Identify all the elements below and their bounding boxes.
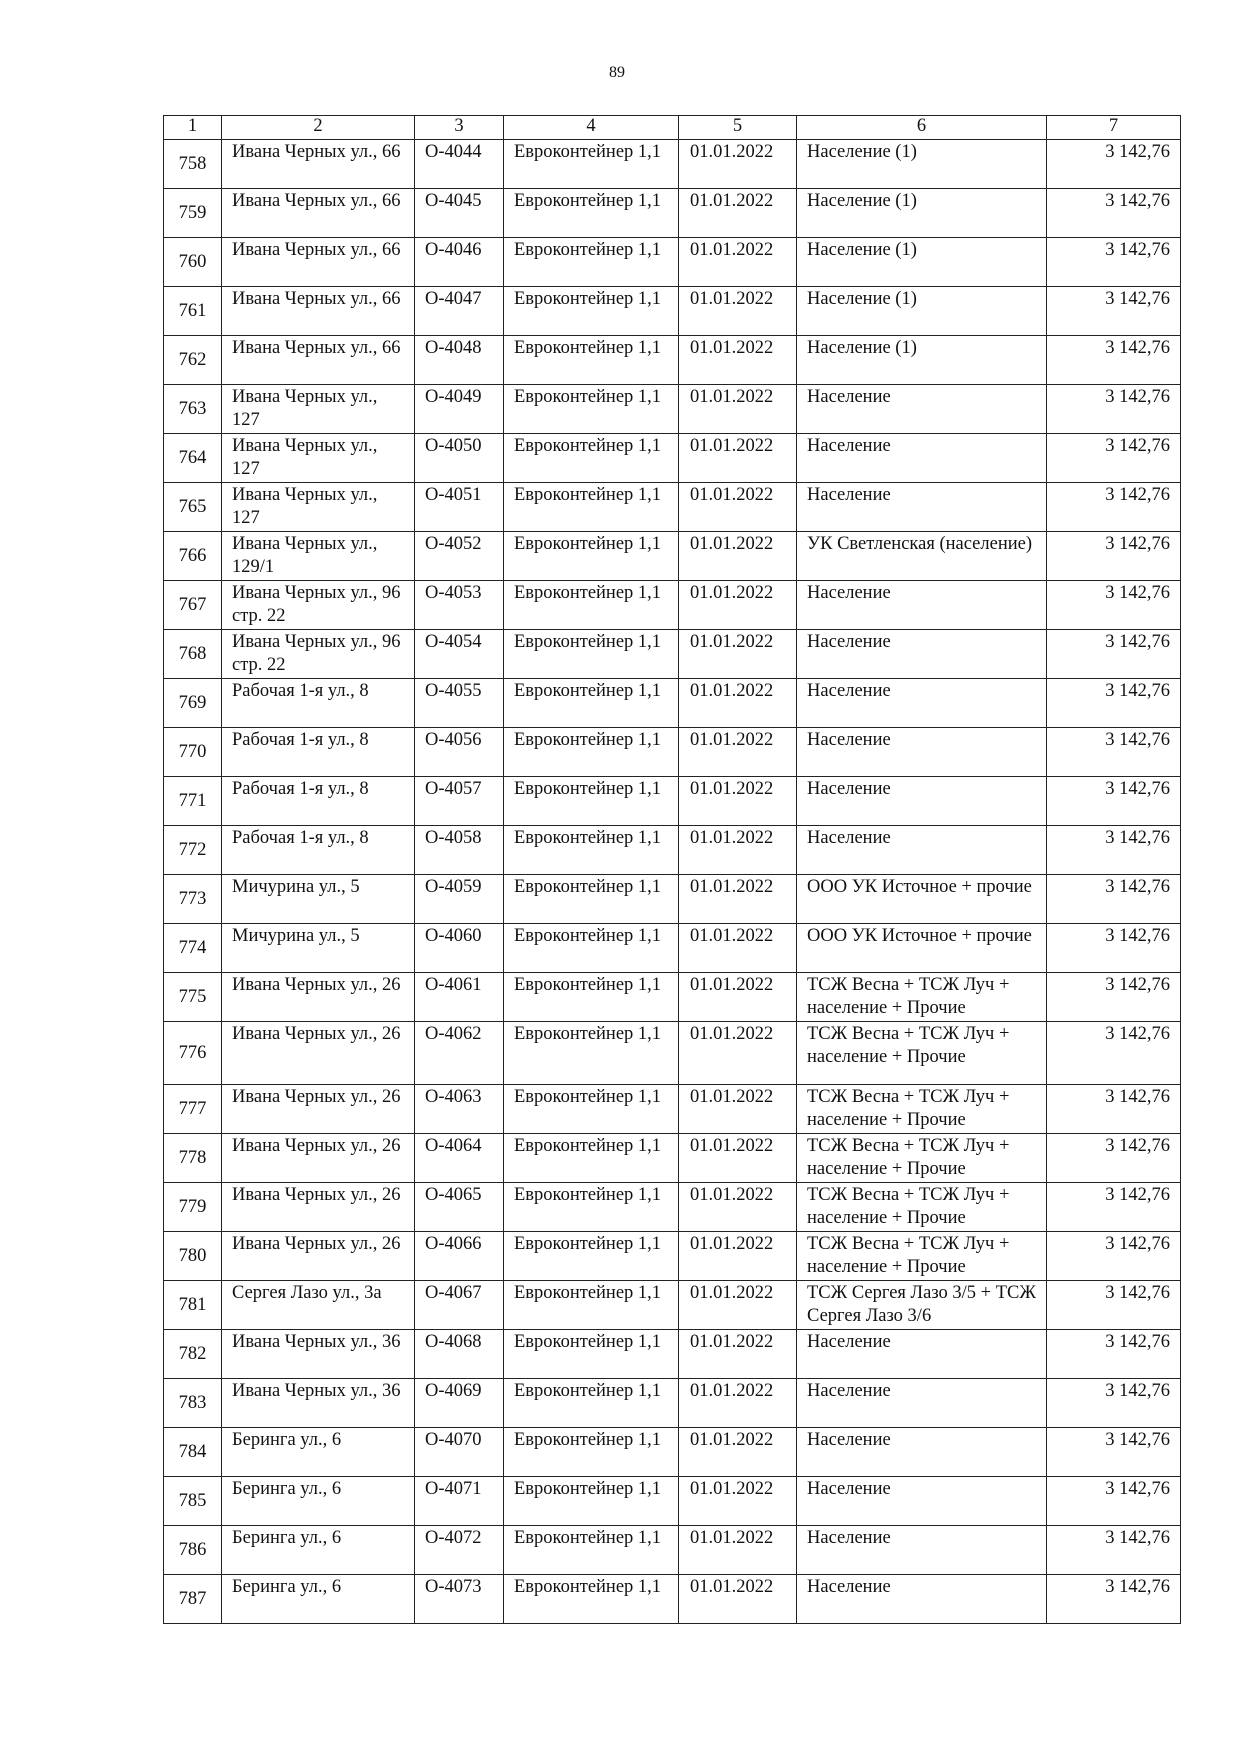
code-cell: О-4066 [415,1232,504,1281]
payer-cell: Население [797,1428,1047,1477]
payer-cell: Население (1) [797,140,1047,189]
date-cell: 01.01.2022 [679,287,797,336]
row-number-cell: 772 [164,826,222,875]
code-cell: О-4070 [415,1428,504,1477]
date-cell: 01.01.2022 [679,1575,797,1624]
payer-cell: УК Светленская (население) [797,532,1047,581]
row-number-cell: 764 [164,434,222,483]
row-number-cell: 787 [164,1575,222,1624]
date-cell: 01.01.2022 [679,1085,797,1134]
table-row [164,875,1181,924]
container-cell: Евроконтейнер 1,1 [504,1575,679,1624]
amount-cell: 3 142,76 [1047,875,1181,924]
date-cell: 01.01.2022 [679,1526,797,1575]
payer-cell: ТСЖ Весна + ТСЖ Луч + население + Прочие [797,1134,1047,1183]
table-row [164,1526,1181,1575]
payer-cell: Население [797,1477,1047,1526]
container-cell: Евроконтейнер 1,1 [504,532,679,581]
row-number-cell: 768 [164,630,222,679]
amount-cell: 3 142,76 [1047,1085,1181,1134]
code-cell: О-4065 [415,1183,504,1232]
container-cell: Евроконтейнер 1,1 [504,1477,679,1526]
date-cell: 01.01.2022 [679,1477,797,1526]
payer-cell: Население [797,385,1047,434]
address-cell: Ивана Черных ул., 36 [222,1379,415,1428]
address-cell: Ивана Черных ул., 96 стр. 22 [222,581,415,630]
code-cell: О-4064 [415,1134,504,1183]
column-header: 1 [164,116,222,140]
amount-cell: 3 142,76 [1047,630,1181,679]
row-number-cell: 760 [164,238,222,287]
container-cell: Евроконтейнер 1,1 [504,385,679,434]
code-cell: О-4071 [415,1477,504,1526]
date-cell: 01.01.2022 [679,581,797,630]
code-cell: О-4067 [415,1281,504,1330]
column-header: 6 [797,116,1047,140]
address-cell: Рабочая 1-я ул., 8 [222,728,415,777]
payer-cell: ООО УК Источное + прочие [797,875,1047,924]
code-cell: О-4052 [415,532,504,581]
row-number-cell: 769 [164,679,222,728]
payer-cell: Население [797,826,1047,875]
address-cell: Сергея Лазо ул., 3а [222,1281,415,1330]
amount-cell: 3 142,76 [1047,1379,1181,1428]
code-cell: О-4057 [415,777,504,826]
payer-cell: Население [797,728,1047,777]
address-cell: Ивана Черных ул., 66 [222,336,415,385]
amount-cell: 3 142,76 [1047,1232,1181,1281]
payer-cell: ТСЖ Сергея Лазо 3/5 + ТСЖ Сергея Лазо 3/6 [797,1281,1047,1330]
container-cell: Евроконтейнер 1,1 [504,777,679,826]
row-number-cell: 763 [164,385,222,434]
address-cell: Ивана Черных ул., 96 стр. 22 [222,630,415,679]
row-number-cell: 777 [164,1085,222,1134]
address-cell: Беринга ул., 6 [222,1526,415,1575]
address-cell: Беринга ул., 6 [222,1575,415,1624]
code-cell: О-4053 [415,581,504,630]
payer-cell: Население [797,1575,1047,1624]
table-row [164,826,1181,875]
amount-cell: 3 142,76 [1047,483,1181,532]
container-cell: Евроконтейнер 1,1 [504,1232,679,1281]
address-cell: Ивана Черных ул., 26 [222,1134,415,1183]
table-row [164,1330,1181,1379]
amount-cell: 3 142,76 [1047,1134,1181,1183]
column-header: 3 [415,116,504,140]
table-row [164,434,1181,483]
date-cell: 01.01.2022 [679,1134,797,1183]
payer-cell: Население [797,630,1047,679]
amount-cell: 3 142,76 [1047,1281,1181,1330]
amount-cell: 3 142,76 [1047,385,1181,434]
amount-cell: 3 142,76 [1047,434,1181,483]
column-header: 5 [679,116,797,140]
code-cell: О-4054 [415,630,504,679]
date-cell: 01.01.2022 [679,777,797,826]
payer-cell: Население (1) [797,189,1047,238]
table-row [164,140,1181,189]
container-cell: Евроконтейнер 1,1 [504,728,679,777]
date-cell: 01.01.2022 [679,238,797,287]
code-cell: О-4045 [415,189,504,238]
date-cell: 01.01.2022 [679,336,797,385]
row-number-cell: 778 [164,1134,222,1183]
address-cell: Рабочая 1-я ул., 8 [222,826,415,875]
date-cell: 01.01.2022 [679,385,797,434]
amount-cell: 3 142,76 [1047,336,1181,385]
payer-cell: Население (1) [797,287,1047,336]
row-number-cell: 774 [164,924,222,973]
date-cell: 01.01.2022 [679,826,797,875]
table-row [164,777,1181,826]
container-cell: Евроконтейнер 1,1 [504,287,679,336]
table-row [164,1022,1181,1085]
payer-cell: Население [797,1379,1047,1428]
table-row [164,728,1181,777]
container-cell: Евроконтейнер 1,1 [504,238,679,287]
column-header: 7 [1047,116,1181,140]
row-number-cell: 783 [164,1379,222,1428]
payer-cell: Население [797,434,1047,483]
payer-cell: ТСЖ Весна + ТСЖ Луч + население + Прочие [797,1022,1047,1085]
address-cell: Ивана Черных ул., 127 [222,483,415,532]
address-cell: Ивана Черных ул., 26 [222,1085,415,1134]
address-cell: Беринга ул., 6 [222,1428,415,1477]
address-cell: Ивана Черных ул., 129/1 [222,532,415,581]
container-cell: Евроконтейнер 1,1 [504,630,679,679]
code-cell: О-4050 [415,434,504,483]
code-cell: О-4060 [415,924,504,973]
code-cell: О-4061 [415,973,504,1022]
table-row [164,1232,1181,1281]
row-number-cell: 766 [164,532,222,581]
row-number-cell: 780 [164,1232,222,1281]
payer-cell: ТСЖ Весна + ТСЖ Луч + население + Прочие [797,1232,1047,1281]
address-cell: Ивана Черных ул., 26 [222,1183,415,1232]
row-number-cell: 773 [164,875,222,924]
amount-cell: 3 142,76 [1047,679,1181,728]
table-row [164,1379,1181,1428]
date-cell: 01.01.2022 [679,532,797,581]
page-number: 89 [609,64,625,81]
address-cell: Ивана Черных ул., 26 [222,973,415,1022]
row-number-cell: 771 [164,777,222,826]
amount-cell: 3 142,76 [1047,924,1181,973]
code-cell: О-4063 [415,1085,504,1134]
container-cell: Евроконтейнер 1,1 [504,336,679,385]
amount-cell: 3 142,76 [1047,1330,1181,1379]
payer-cell: ООО УК Источное + прочие [797,924,1047,973]
header-row [164,116,1181,140]
container-cell: Евроконтейнер 1,1 [504,924,679,973]
date-cell: 01.01.2022 [679,434,797,483]
date-cell: 01.01.2022 [679,728,797,777]
container-cell: Евроконтейнер 1,1 [504,434,679,483]
row-number-cell: 786 [164,1526,222,1575]
container-cell: Евроконтейнер 1,1 [504,1526,679,1575]
container-cell: Евроконтейнер 1,1 [504,1183,679,1232]
date-cell: 01.01.2022 [679,924,797,973]
amount-cell: 3 142,76 [1047,728,1181,777]
payer-cell: Население [797,1330,1047,1379]
code-cell: О-4069 [415,1379,504,1428]
address-cell: Мичурина ул., 5 [222,924,415,973]
container-cell: Евроконтейнер 1,1 [504,189,679,238]
date-cell: 01.01.2022 [679,1379,797,1428]
code-cell: О-4059 [415,875,504,924]
date-cell: 01.01.2022 [679,875,797,924]
date-cell: 01.01.2022 [679,1428,797,1477]
payer-cell: Население [797,1526,1047,1575]
address-cell: Ивана Черных ул., 36 [222,1330,415,1379]
amount-cell: 3 142,76 [1047,1526,1181,1575]
row-number-cell: 779 [164,1183,222,1232]
container-cell: Евроконтейнер 1,1 [504,973,679,1022]
address-cell: Ивана Черных ул., 66 [222,140,415,189]
code-cell: О-4056 [415,728,504,777]
date-cell: 01.01.2022 [679,679,797,728]
payer-cell: Население (1) [797,336,1047,385]
container-cell: Евроконтейнер 1,1 [504,483,679,532]
container-cell: Евроконтейнер 1,1 [504,679,679,728]
row-number-cell: 775 [164,973,222,1022]
address-cell: Ивана Черных ул., 66 [222,287,415,336]
code-cell: О-4073 [415,1575,504,1624]
amount-cell: 3 142,76 [1047,140,1181,189]
container-cell: Евроконтейнер 1,1 [504,581,679,630]
amount-cell: 3 142,76 [1047,973,1181,1022]
payer-cell: Население (1) [797,238,1047,287]
row-number-cell: 776 [164,1022,222,1085]
amount-cell: 3 142,76 [1047,238,1181,287]
code-cell: О-4049 [415,385,504,434]
address-cell: Мичурина ул., 5 [222,875,415,924]
amount-cell: 3 142,76 [1047,1428,1181,1477]
table-row [164,483,1181,532]
table-row [164,973,1181,1022]
table-row [164,238,1181,287]
container-cell: Евроконтейнер 1,1 [504,1330,679,1379]
container-cell: Евроконтейнер 1,1 [504,1085,679,1134]
container-cell: Евроконтейнер 1,1 [504,875,679,924]
table-row [164,385,1181,434]
payer-cell: Население [797,581,1047,630]
amount-cell: 3 142,76 [1047,287,1181,336]
container-cell: Евроконтейнер 1,1 [504,1134,679,1183]
row-number-cell: 785 [164,1477,222,1526]
row-number-cell: 767 [164,581,222,630]
address-cell: Ивана Черных ул., 26 [222,1232,415,1281]
payer-cell: ТСЖ Весна + ТСЖ Луч + население + Прочие [797,973,1047,1022]
amount-cell: 3 142,76 [1047,581,1181,630]
table-row [164,1575,1181,1624]
table-row [164,581,1181,630]
row-number-cell: 759 [164,189,222,238]
date-cell: 01.01.2022 [679,1232,797,1281]
date-cell: 01.01.2022 [679,140,797,189]
row-number-cell: 781 [164,1281,222,1330]
code-cell: О-4055 [415,679,504,728]
row-number-cell: 784 [164,1428,222,1477]
container-cell: Евроконтейнер 1,1 [504,826,679,875]
address-cell: Ивана Черных ул., 127 [222,434,415,483]
payer-cell: Население [797,679,1047,728]
payer-cell: ТСЖ Весна + ТСЖ Луч + население + Прочие [797,1183,1047,1232]
row-number-cell: 762 [164,336,222,385]
code-cell: О-4068 [415,1330,504,1379]
address-cell: Беринга ул., 6 [222,1477,415,1526]
amount-cell: 3 142,76 [1047,1183,1181,1232]
row-number-cell: 782 [164,1330,222,1379]
table-row [164,1281,1181,1330]
column-header: 4 [504,116,679,140]
amount-cell: 3 142,76 [1047,1575,1181,1624]
table-row [164,287,1181,336]
row-number-cell: 770 [164,728,222,777]
code-cell: О-4046 [415,238,504,287]
table-row [164,924,1181,973]
row-number-cell: 761 [164,287,222,336]
address-cell: Рабочая 1-я ул., 8 [222,679,415,728]
code-cell: О-4062 [415,1022,504,1085]
address-cell: Ивана Черных ул., 66 [222,189,415,238]
table-row [164,1085,1181,1134]
address-cell: Ивана Черных ул., 26 [222,1022,415,1085]
table-row [164,189,1181,238]
address-cell: Рабочая 1-я ул., 8 [222,777,415,826]
code-cell: О-4047 [415,287,504,336]
container-cell: Евроконтейнер 1,1 [504,1379,679,1428]
code-cell: О-4051 [415,483,504,532]
amount-cell: 3 142,76 [1047,532,1181,581]
address-cell: Ивана Черных ул., 66 [222,238,415,287]
table-row [164,1428,1181,1477]
row-number-cell: 758 [164,140,222,189]
amount-cell: 3 142,76 [1047,1022,1181,1085]
row-number-cell: 765 [164,483,222,532]
amount-cell: 3 142,76 [1047,189,1181,238]
container-cell: Евроконтейнер 1,1 [504,1022,679,1085]
amount-cell: 3 142,76 [1047,777,1181,826]
payer-cell: Население [797,777,1047,826]
table-row [164,1134,1181,1183]
container-cell: Евроконтейнер 1,1 [504,1428,679,1477]
table-row [164,532,1181,581]
table-row [164,1183,1181,1232]
column-header: 2 [222,116,415,140]
date-cell: 01.01.2022 [679,189,797,238]
table-row [164,679,1181,728]
registry-table [163,115,1181,1624]
code-cell: О-4048 [415,336,504,385]
payer-cell: ТСЖ Весна + ТСЖ Луч + население + Прочие [797,1085,1047,1134]
date-cell: 01.01.2022 [679,1281,797,1330]
date-cell: 01.01.2022 [679,1330,797,1379]
container-cell: Евроконтейнер 1,1 [504,140,679,189]
code-cell: О-4058 [415,826,504,875]
table-row [164,630,1181,679]
code-cell: О-4044 [415,140,504,189]
address-cell: Ивана Черных ул., 127 [222,385,415,434]
amount-cell: 3 142,76 [1047,1477,1181,1526]
date-cell: 01.01.2022 [679,973,797,1022]
date-cell: 01.01.2022 [679,483,797,532]
date-cell: 01.01.2022 [679,630,797,679]
code-cell: О-4072 [415,1526,504,1575]
date-cell: 01.01.2022 [679,1022,797,1085]
container-cell: Евроконтейнер 1,1 [504,1281,679,1330]
table-row [164,1477,1181,1526]
amount-cell: 3 142,76 [1047,826,1181,875]
table-row [164,336,1181,385]
date-cell: 01.01.2022 [679,1183,797,1232]
payer-cell: Население [797,483,1047,532]
